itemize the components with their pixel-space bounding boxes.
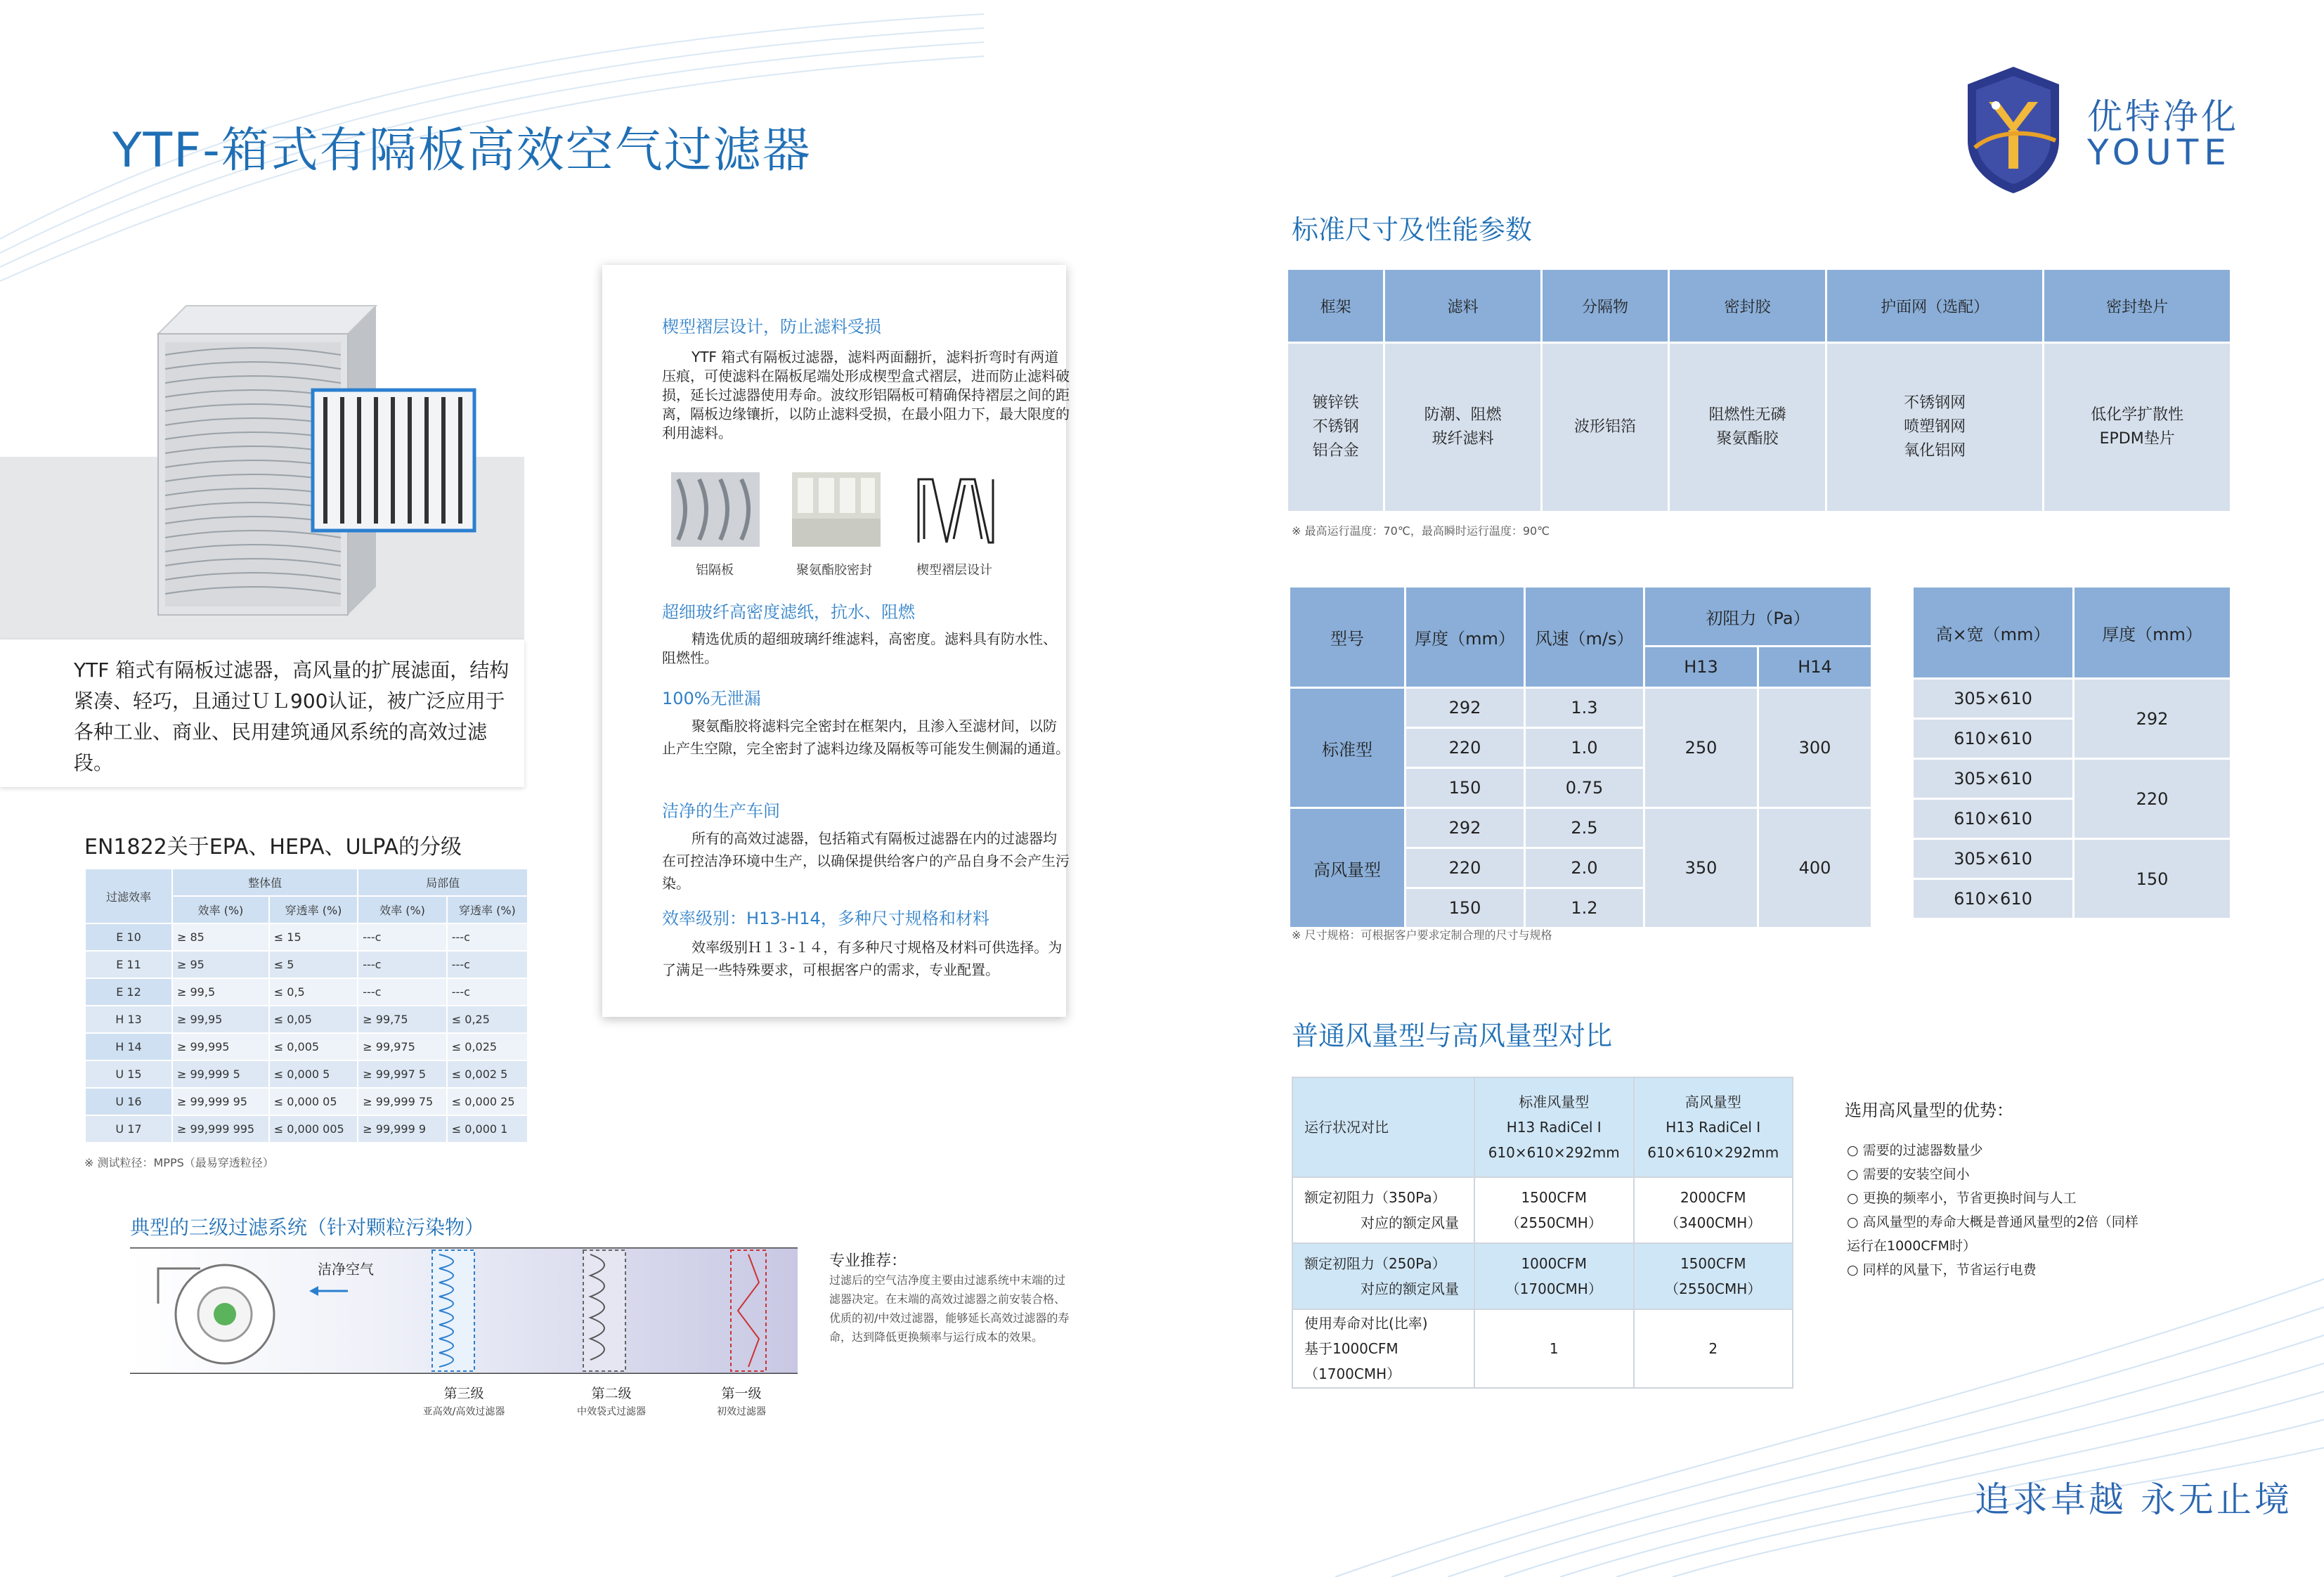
spec-table (1288, 585, 1873, 929)
en1822-value-cell: ≥ 99,95 (172, 1006, 269, 1033)
compare-r1_high-line: 2000CFM (1680, 1189, 1746, 1206)
std-material-line: 低化学扩散性 (2091, 406, 2184, 424)
size-thick-cell: 220 (2074, 759, 2231, 839)
advantage-item: ○ 同样的风量下，节省运行电费 (1847, 1262, 2037, 1278)
std-material-line: 防潮、阻燃 (1424, 406, 1502, 424)
size-h-thick: 厚度（mm） (2074, 587, 2231, 679)
spec-high-h13-resistance: 350 (1644, 808, 1758, 928)
size-row (1913, 759, 2231, 799)
spec-h-h14: H14 (1758, 647, 1871, 688)
std-material-line: 不锈钢网 (1904, 394, 1966, 412)
size-row (1913, 839, 2231, 879)
feature-text-4: 所有的高效过滤器，包括箱式有隔板过滤器在内的过滤器均在可控洁净环境中生产，以确保提供给客户的产品自身不会产生污染。 (662, 830, 1070, 892)
spec-thickness-cell: 292 (1406, 808, 1525, 848)
product-description-box (0, 640, 524, 787)
compare-h-label: 运行状况对比 (1292, 1077, 1474, 1177)
en1822-class-cell: H 13 (85, 1006, 172, 1033)
advantages-list (1847, 1138, 2138, 1282)
pu-sealant-image (792, 472, 881, 547)
std-materials-table (1286, 268, 2232, 513)
en1822-header-overall: 整体值 (172, 869, 358, 896)
en1822-value-cell: ≤ 0,000 05 (269, 1088, 358, 1115)
feature-text-1: YTF 箱式有隔板过滤器，滤料两面翻折，滤料折弯时有两道压痕，可使滤料在隔板尾端处形成楔型盒式褶层，进而防止滤料破损，延长过滤器使用寿命。波纹形铝隔板可精确保持褶层之间的距离，隔板边缘镶折，以防止滤料受损，在最小阻力下，最大限度的利用滤料。 (662, 349, 1070, 441)
en1822-value-cell: ≥ 85 (172, 923, 269, 951)
compare-h-std (1474, 1077, 1634, 1177)
spec-h-speed: 风速（m/s） (1525, 587, 1644, 688)
compare-r1_high-line: （3400CMH） (1665, 1214, 1762, 1231)
compare-r2_label-line: 对应的额定风量 (1361, 1280, 1459, 1297)
feature-title-2: 超细玻纤高密度滤纸，抗水、阻燃 (662, 602, 915, 622)
size-hw-cell: 305×610 (1913, 759, 2074, 799)
compare-r3-std: 1 (1474, 1309, 1634, 1388)
en1822-value-cell: ≥ 99,999 9 (358, 1115, 446, 1143)
stage-2-sub: 中效袋式过滤器 (577, 1406, 646, 1417)
compare-h-std-line: H13 RadiCel I (1506, 1119, 1602, 1136)
advantage-item: ○ 高风量型的寿命大概是普通风量型的2倍（同样 (1847, 1214, 2138, 1230)
caption-aluminum: 铝隔板 (696, 563, 734, 578)
compare-h-high-line: 610×610×292mm (1647, 1144, 1779, 1161)
en1822-value-cell: ---c (447, 923, 528, 951)
en1822-value-cell: ≥ 99,999 5 (172, 1060, 269, 1088)
en1822-value-cell: ≥ 99,999 995 (172, 1115, 269, 1143)
en1822-row (85, 1115, 528, 1143)
en1822-value-cell: ≤ 0,000 1 (447, 1115, 528, 1143)
spec-thickness-cell: 220 (1406, 728, 1525, 768)
en1822-value-cell: ≤ 0,002 5 (447, 1060, 528, 1088)
compare-h-std-line: 标准风量型 (1519, 1093, 1590, 1110)
size-hw-cell: 305×610 (1913, 839, 2074, 879)
std-material-cell (1542, 343, 1669, 512)
en1822-value-cell: ≥ 99,999 95 (172, 1088, 269, 1115)
spec-thickness-cell: 220 (1406, 848, 1525, 888)
en1822-class-cell: E 12 (85, 978, 172, 1006)
std-header-cell: 滤料 (1384, 269, 1542, 343)
compare-r3-label (1292, 1309, 1474, 1388)
recommendation-text: 过滤后的空气洁净度主要由过滤系统中末端的过滤器决定。在末端的高效过滤器之前安装合格、优质的初/中效过滤器，能够延长高效过滤器的寿命，达到降低更换频率与运行成本的效果。 (829, 1273, 1070, 1344)
en1822-value-cell: ≥ 95 (172, 951, 269, 978)
en1822-class-cell: U 15 (85, 1060, 172, 1088)
caption-sealant: 聚氨酯胶密封 (796, 563, 872, 578)
en1822-value-cell: ≤ 0,05 (269, 1006, 358, 1033)
size-thick-cell: 292 (2074, 679, 2231, 759)
en1822-header-eff: 效率 (%) (172, 896, 269, 923)
en1822-row (85, 1060, 528, 1088)
brand-name-en: YOUTE (2087, 132, 2232, 173)
std-material-line: 聚氨酯胶 (1716, 430, 1779, 448)
spec-speed-cell: 0.75 (1525, 768, 1644, 808)
compare-r2_high-line: （2550CMH） (1665, 1280, 1762, 1297)
en1822-value-cell: ---c (358, 951, 446, 978)
spec-h-h13: H13 (1644, 647, 1758, 688)
advantage-item: 运行在1000CFM时） (1847, 1238, 1976, 1254)
spec-note: ※ 尺寸规格：可根据客户要求定制合理的尺寸与规格 (1292, 928, 1552, 942)
en1822-value-cell: ≥ 99,75 (358, 1006, 446, 1033)
en1822-value-cell: ≤ 0,000 25 (447, 1088, 528, 1115)
std-material-line: 铝合金 (1312, 442, 1359, 460)
size-row (1913, 679, 2231, 719)
std-header-cell: 密封胶 (1669, 269, 1826, 343)
stage-1-sub: 初效过滤器 (717, 1406, 766, 1417)
en1822-title: EN1822关于EPA、HEPA、ULPA的分级 (84, 835, 462, 859)
advantages-title: 选用高风量型的优势： (1845, 1101, 2013, 1120)
en1822-row (85, 1006, 528, 1033)
en1822-value-cell: ---c (358, 923, 446, 951)
en1822-value-cell: ≥ 99,997 5 (358, 1060, 446, 1088)
std-header-cell: 护面网（选配） (1826, 269, 2043, 343)
filter-product-illustration (144, 292, 509, 622)
en1822-row (85, 1033, 528, 1060)
feature-text-2: 精选优质的超细玻璃纤维滤料，高密度。滤料具有防水性、阻燃性。 (662, 630, 1057, 666)
std-material-line: 氧化铝网 (1904, 442, 1966, 460)
compare-h-high-line: 高风量型 (1684, 1093, 1741, 1110)
page-title: YTF-箱式有隔板高效空气过滤器 (112, 123, 812, 179)
compare-r2_std-line: （1700CMH） (1505, 1280, 1602, 1297)
en1822-value-cell: ≥ 99,5 (172, 978, 269, 1006)
spec-h-thick: 厚度（mm） (1406, 587, 1525, 688)
en1822-value-cell: ≤ 0,5 (269, 978, 358, 1006)
en1822-row (85, 923, 528, 951)
advantage-item: ○ 需要的过滤器数量少 (1847, 1143, 1983, 1158)
en1822-header-pen: 穿透率 (%) (447, 896, 528, 923)
compare-r2_label-line: 额定初阻力（250Pa） (1304, 1255, 1446, 1272)
en1822-value-cell: ≤ 0,025 (447, 1033, 528, 1060)
aluminum-separator-image (671, 472, 760, 547)
en1822-class-cell: H 14 (85, 1033, 172, 1060)
en1822-header-eff: 效率 (%) (358, 896, 446, 923)
en1822-value-cell: ≥ 99,999 75 (358, 1088, 446, 1115)
en1822-value-cell: ≤ 0,000 005 (269, 1115, 358, 1143)
feature-text-3: 聚氨酯胶将滤料完全密封在框架内，且渗入至滤材间，以防止产生空隙，完全密封了滤料边缘及隔板等可能发生侧漏的通道。 (662, 718, 1070, 757)
std-material-line: 波形铝箔 (1574, 418, 1637, 436)
spec-row (1290, 688, 1872, 728)
spec-speed-cell: 2.5 (1525, 808, 1644, 848)
feature-title-1: 楔型褶层设计，防止滤料受损 (662, 317, 881, 337)
airflow-label: 洁净空气 (318, 1261, 374, 1278)
spec-high-h14-resistance: 400 (1758, 808, 1871, 928)
en1822-header-pen: 穿透率 (%) (269, 896, 358, 923)
advantage-item: ○ 更换的频率小，节省更换时间与人工 (1847, 1190, 2077, 1206)
std-header-cell: 框架 (1287, 269, 1384, 343)
feature-title-4: 洁净的生产车间 (662, 801, 780, 821)
compare-r1_std-line: （2550CMH） (1505, 1214, 1602, 1231)
std-material-cell (1826, 343, 2043, 512)
size-table (1911, 585, 2232, 920)
en1822-note: ※ 测试粒径：MPPS（最易穿透粒径） (84, 1156, 274, 1169)
compare-title: 普通风量型与高风量型对比 (1292, 1020, 1613, 1051)
spec-thickness-cell: 150 (1406, 768, 1525, 808)
en1822-value-cell: ≤ 0,000 5 (269, 1060, 358, 1088)
compare-h-high (1634, 1077, 1793, 1177)
compare-r2-label (1292, 1243, 1474, 1309)
en1822-value-cell: ≤ 5 (269, 951, 358, 978)
feature-title-3: 100%无泄漏 (662, 689, 761, 708)
std-header-cell: 密封垫片 (2044, 269, 2231, 343)
en1822-row (85, 1088, 528, 1115)
stage-2-label: 第二级 (591, 1386, 632, 1401)
std-header-cell: 分隔物 (1542, 269, 1669, 343)
std-material-line: EPDM垫片 (2099, 430, 2175, 448)
compare-r3_label-line: 基于1000CFM（1700CMH） (1304, 1340, 1401, 1382)
compare-r3-high: 2 (1634, 1309, 1793, 1388)
compare-r1-std (1474, 1177, 1634, 1243)
compare-r2_high-line: 1500CFM (1680, 1255, 1746, 1272)
spec-thickness-cell: 150 (1406, 888, 1525, 928)
spec-row (1290, 808, 1872, 848)
size-hw-cell: 610×610 (1913, 799, 2074, 839)
spec-speed-cell: 2.0 (1525, 848, 1644, 888)
en1822-table (84, 868, 528, 1143)
en1822-header-class: 过滤效率 (85, 869, 172, 923)
spec-speed-cell: 1.3 (1525, 688, 1644, 728)
std-material-cell (1384, 343, 1542, 512)
en1822-value-cell: ---c (447, 978, 528, 1006)
advantage-item: ○ 需要的安装空间小 (1847, 1167, 1970, 1182)
en1822-value-cell: ---c (447, 951, 528, 978)
compare-r2-high (1634, 1243, 1793, 1309)
en1822-value-cell: ---c (358, 978, 446, 1006)
en1822-class-cell: E 11 (85, 951, 172, 978)
spec-std-h14-resistance: 300 (1758, 688, 1871, 808)
brand-name-cn: 优特净化 (2087, 96, 2239, 137)
spec-std-label: 标准型 (1290, 688, 1406, 808)
shield-logo-icon (1961, 63, 2066, 197)
stage-3-label: 第三级 (443, 1386, 484, 1401)
std-material-line: 不锈钢 (1312, 418, 1359, 436)
en1822-class-cell: U 16 (85, 1088, 172, 1115)
compare-r1-high (1634, 1177, 1793, 1243)
compare-r1_label-line: 对应的额定风量 (1361, 1214, 1459, 1231)
stage-1-label: 第一级 (721, 1386, 762, 1401)
std-material-line: 阻燃性无磷 (1708, 406, 1786, 424)
compare-r1-label (1292, 1177, 1474, 1243)
footer-slogan: 追求卓越 永无止境 (1975, 1479, 2292, 1520)
spec-high-label: 高风量型 (1290, 808, 1406, 928)
compare-h-std-line: 610×610×292mm (1488, 1144, 1620, 1161)
size-h-hw: 高×宽（mm） (1913, 587, 2074, 679)
std-material-cell (1669, 343, 1826, 512)
en1822-row (85, 951, 528, 978)
compare-r1_label-line: 额定初阻力（350Pa） (1304, 1189, 1446, 1206)
en1822-header-local: 局部值 (358, 869, 528, 896)
size-thick-cell: 150 (2074, 839, 2231, 919)
std-title: 标准尺寸及性能参数 (1292, 214, 1533, 245)
en1822-value-cell: ≤ 0,25 (447, 1006, 528, 1033)
feature-text-5: 效率级别Ｈ１３-１４，有多种尺寸规格及材料可供选择。为了满足一些特殊要求，可根据客户的需求，专业配置。 (662, 939, 1063, 978)
spec-h-resist: 初阻力（Pa） (1644, 587, 1872, 647)
compare-r2-std (1474, 1243, 1634, 1309)
compare-table (1292, 1077, 1793, 1389)
en1822-value-cell: ≤ 0,005 (269, 1033, 358, 1060)
compare-r1_std-line: 1500CFM (1521, 1189, 1588, 1206)
size-hw-cell: 610×610 (1913, 719, 2074, 759)
compare-r3_label-line: 使用寿命对比(比率) (1304, 1315, 1428, 1332)
std-material-line: 镀锌铁 (1312, 394, 1359, 412)
std-material-line: 玻纤滤料 (1432, 430, 1494, 448)
wedge-pleat-design-image (911, 472, 1000, 547)
system-title: 典型的三级过滤系统（针对颗粒污染物） (130, 1216, 485, 1239)
recommendation-title: 专业推荐： (829, 1252, 907, 1270)
spec-speed-cell: 1.0 (1525, 728, 1644, 768)
en1822-row (85, 978, 528, 1006)
spec-thickness-cell: 292 (1406, 688, 1525, 728)
en1822-value-cell: ≤ 15 (269, 923, 358, 951)
feature-title-5: 效率级别：H13-H14，多种尺寸规格和材料 (662, 909, 989, 928)
std-material-cell (1287, 343, 1384, 512)
en1822-class-cell: E 10 (85, 923, 172, 951)
feature-card (602, 265, 1070, 1017)
size-hw-cell: 305×610 (1913, 679, 2074, 719)
en1822-class-cell: U 17 (85, 1115, 172, 1143)
std-material-line: 喷塑钢网 (1904, 418, 1966, 436)
en1822-value-cell: ≥ 99,975 (358, 1033, 446, 1060)
compare-r2_std-line: 1000CFM (1521, 1255, 1588, 1272)
en1822-value-cell: ≥ 99,995 (172, 1033, 269, 1060)
stage-3-sub: 亚高效/高效过滤器 (422, 1406, 505, 1417)
spec-std-h13-resistance: 250 (1644, 688, 1758, 808)
std-note: ※ 最高运行温度：70℃，最高瞬时运行温度：90℃ (1292, 524, 1550, 538)
size-hw-cell: 610×610 (1913, 879, 2074, 919)
spec-speed-cell: 1.2 (1525, 888, 1644, 928)
compare-h-high-line: H13 RadiCel I (1666, 1119, 1761, 1136)
caption-wedge: 楔型褶层设计 (916, 563, 992, 578)
spec-h-model: 型号 (1290, 587, 1406, 688)
product-description: YTF 箱式有隔板过滤器，高风量的扩展滤面，结构紧凑、轻巧，且通过ＵＬ900认证，被广泛应用于各种工业、商业、民用建筑通风系统的高效过滤段。 (74, 658, 509, 774)
std-material-cell (2044, 343, 2231, 512)
three-stage-filtration-diagram (130, 1247, 798, 1374)
